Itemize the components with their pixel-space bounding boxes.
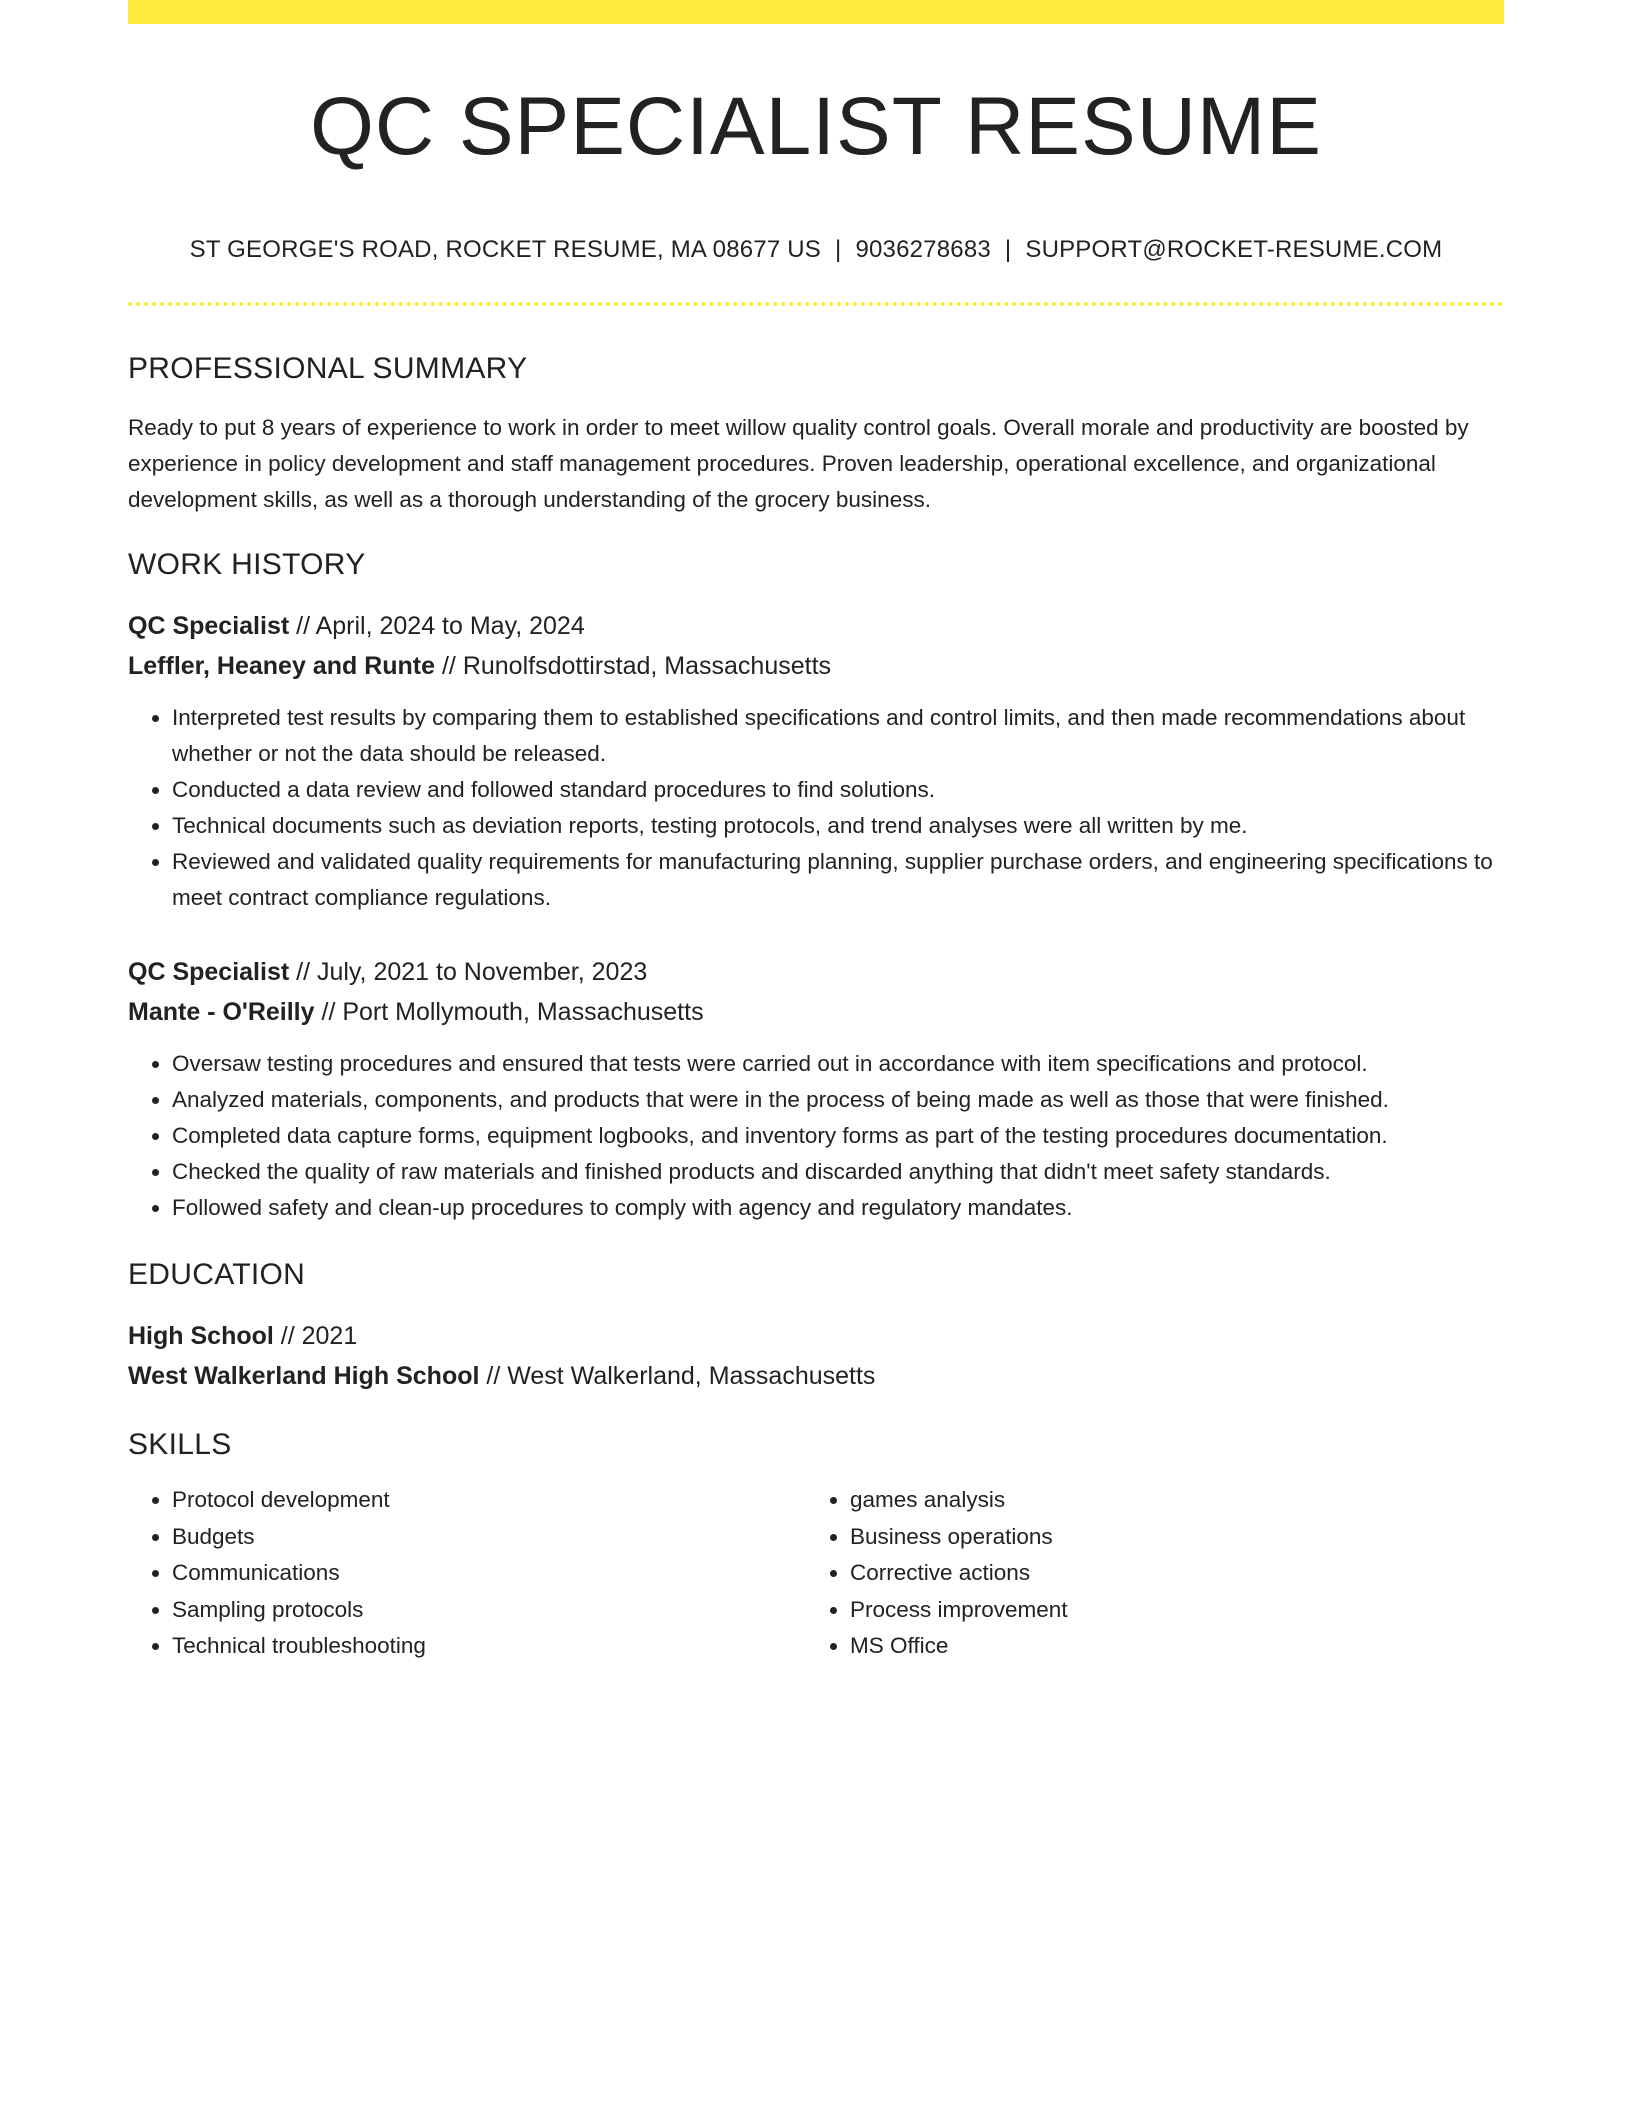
list-item: • Reviewed and validated quality requirements for manufacturing planning, supplier purchase orders, and engineering specifications to meet contract compliance regulations. bbox=[172, 844, 1504, 916]
job-company-line bbox=[128, 646, 1504, 686]
contact-separator: | bbox=[1004, 236, 1012, 263]
contact-email: SUPPORT@ROCKET-RESUME.COM bbox=[1025, 236, 1443, 263]
dotted-divider bbox=[128, 302, 1504, 306]
list-item: • Completed data capture forms, equipment logbooks, and inventory forms as part of the testing procedures documentation. bbox=[172, 1118, 1504, 1154]
education-school: West Walkerland High School bbox=[128, 1362, 480, 1390]
job-role-line bbox=[128, 952, 1504, 992]
education-heading: EDUCATION bbox=[128, 1258, 306, 1291]
list-item: • Technical documents such as deviation reports, testing protocols, and trend analyses were all written by me. bbox=[172, 808, 1504, 844]
page-title: QC SPECIALIST RESUME bbox=[310, 81, 1322, 172]
list-item: • Protocol development bbox=[172, 1482, 806, 1519]
education-degree-line bbox=[128, 1316, 1504, 1356]
list-item: • Budgets bbox=[172, 1519, 806, 1556]
resume-page bbox=[128, 0, 1504, 1665]
job-role-line bbox=[128, 606, 1504, 646]
job-company-line bbox=[128, 992, 1504, 1032]
summary-text: Ready to put 8 years of experience to work in order to meet willow quality control goals. Overall morale and productivity are boosted by experience in policy development and staff management procedures. Proven leadership, operational excellence, and organizational development skills, as well as a thorough understanding of the grocery business. bbox=[128, 415, 1469, 512]
job-location: // Runolfsdottirstad, Massachusetts bbox=[435, 652, 832, 680]
list-item: • Business operations bbox=[850, 1519, 1484, 1556]
job-dates: // July, 2021 to November, 2023 bbox=[289, 958, 648, 986]
education-degree: High School bbox=[128, 1322, 274, 1350]
job-company: Mante - O'Reilly bbox=[128, 998, 315, 1026]
list-item: • Analyzed materials, components, and products that were in the process of being made as well as those that were finished. bbox=[172, 1082, 1504, 1118]
list-item: • Technical troubleshooting bbox=[172, 1628, 806, 1665]
job-location: // Port Mollymouth, Massachusetts bbox=[314, 998, 704, 1026]
list-item: • Checked the quality of raw materials and finished products and discarded anything that didn't meet safety standards. bbox=[172, 1154, 1504, 1190]
education-location: // West Walkerland, Massachusetts bbox=[479, 1362, 876, 1390]
contact-phone: 9036278683 bbox=[855, 236, 991, 263]
job-role: QC Specialist bbox=[128, 958, 290, 986]
work-history-heading: WORK HISTORY bbox=[128, 548, 366, 581]
skills-list-left bbox=[128, 1482, 806, 1665]
skills-heading: SKILLS bbox=[128, 1428, 232, 1461]
list-item: • Communications bbox=[172, 1555, 806, 1592]
list-item: • Conducted a data review and followed standard procedures to find solutions. bbox=[172, 772, 1504, 808]
job-dates: // April, 2024 to May, 2024 bbox=[289, 612, 585, 640]
job-company: Leffler, Heaney and Runte bbox=[128, 652, 436, 680]
skills-list-right bbox=[806, 1482, 1484, 1665]
contact-separator: | bbox=[835, 236, 842, 263]
job-entry bbox=[128, 606, 1504, 916]
accent-top-bar bbox=[128, 0, 1504, 24]
summary-heading: PROFESSIONAL SUMMARY bbox=[128, 352, 528, 385]
list-item: • games analysis bbox=[850, 1482, 1484, 1519]
job-entry bbox=[128, 952, 1504, 1226]
skills-columns bbox=[128, 1482, 1504, 1665]
education-entry bbox=[128, 1316, 1504, 1396]
contact-address: ST GEORGE'S ROAD, ROCKET RESUME, MA 08677 US bbox=[189, 236, 821, 263]
list-item: • MS Office bbox=[850, 1628, 1484, 1665]
contact-line bbox=[128, 236, 1504, 264]
education-school-line bbox=[128, 1356, 1504, 1396]
job-bullets bbox=[128, 700, 1504, 916]
job-bullets bbox=[128, 1046, 1504, 1226]
education-year: // 2021 bbox=[273, 1322, 358, 1350]
list-item: • Corrective actions bbox=[850, 1555, 1484, 1592]
list-item: • Sampling protocols bbox=[172, 1592, 806, 1629]
list-item: • Process improvement bbox=[850, 1592, 1484, 1629]
list-item: • Oversaw testing procedures and ensured that tests were carried out in accordance with item specifications and protocol. bbox=[172, 1046, 1504, 1082]
list-item: • Followed safety and clean-up procedures to comply with agency and regulatory mandates. bbox=[172, 1190, 1504, 1226]
job-role: QC Specialist bbox=[128, 612, 290, 640]
list-item: • Interpreted test results by comparing them to established specifications and control limits, and then made recommendations about whether or not the data should be released. bbox=[172, 700, 1504, 772]
